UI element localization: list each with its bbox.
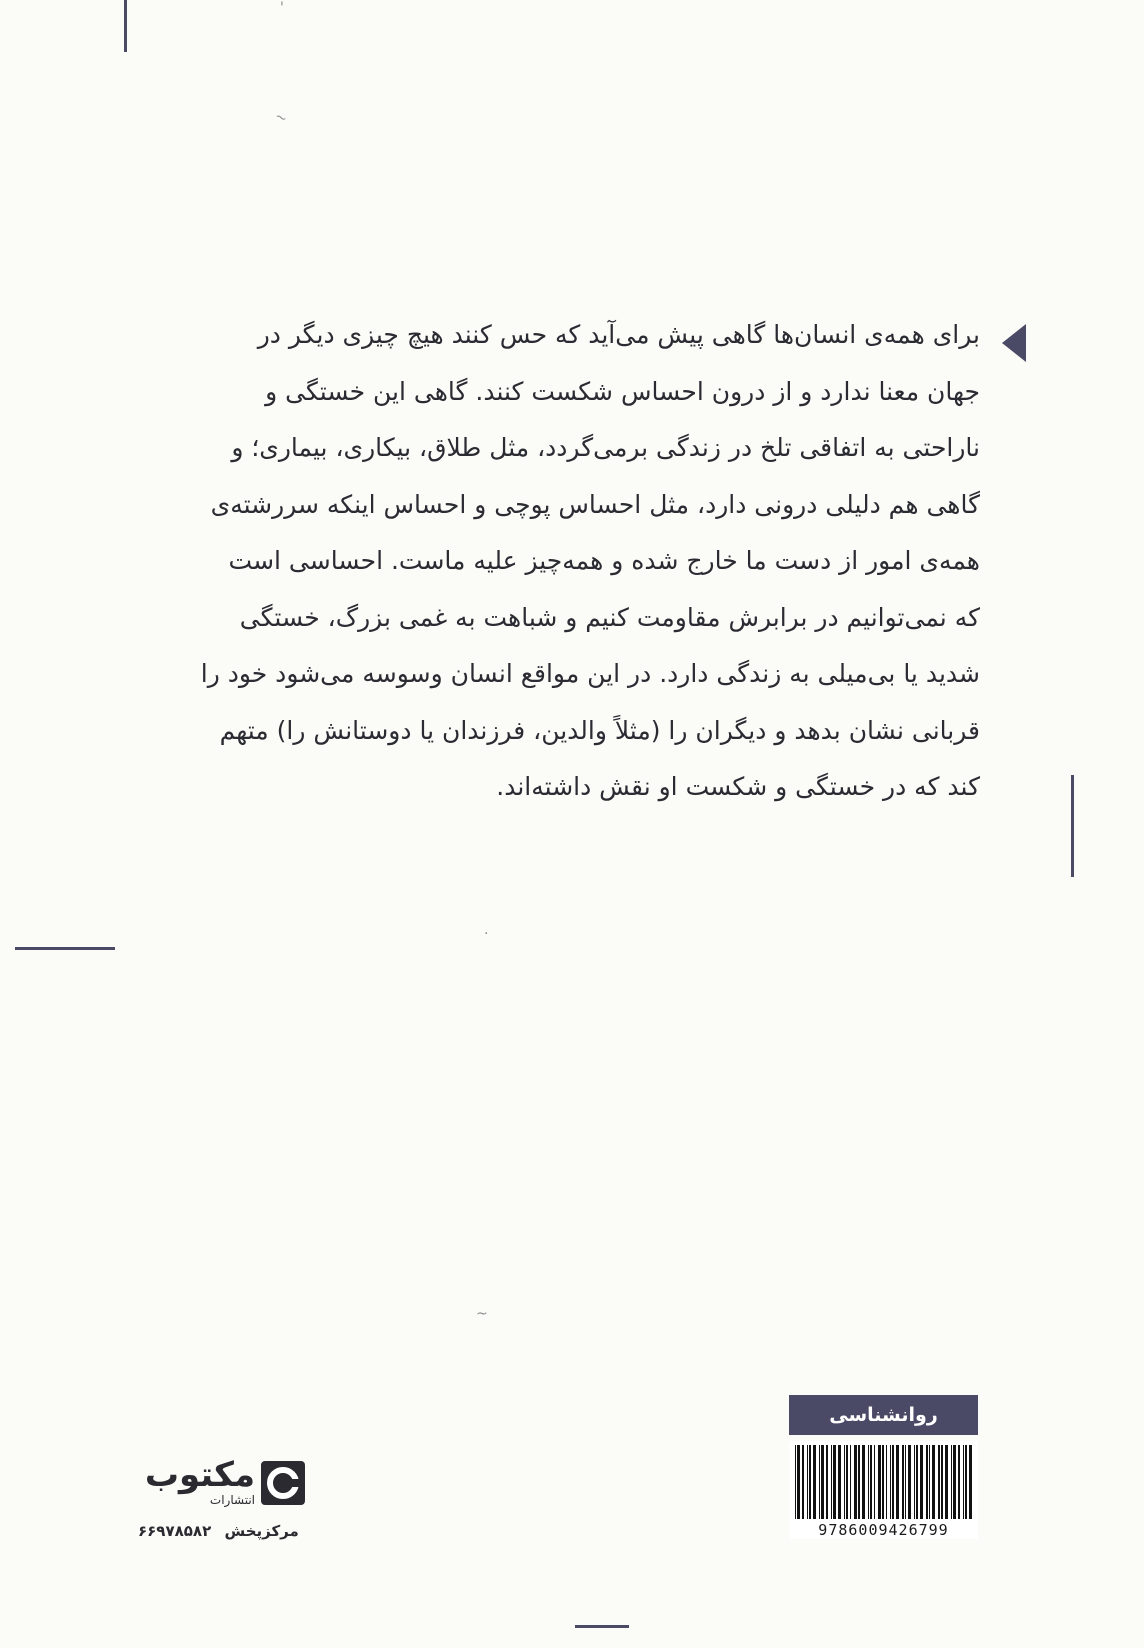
barcode-bar [795,1445,796,1519]
blurb-line: جهان معنا ندارد و از درون احساس شکست کنند. گاهی این خستگی و [265,376,980,406]
barcode-bar [819,1445,820,1519]
blurb-line: کند که در خستگی و شکست او نقش داشته‌اند. [496,772,980,801]
barcode-bar [831,1445,832,1519]
category-badge: روانشناسی [789,1395,978,1435]
left-side-rule [15,947,115,950]
publisher-subtitle: انتشارات [209,1493,255,1507]
barcode-bar [938,1445,940,1519]
right-side-rule [1071,775,1074,877]
barcode-bar [862,1445,865,1519]
barcode-bar [813,1445,816,1519]
isbn-barcode [789,1441,978,1539]
triangle-bullet-icon [1002,324,1026,362]
paper-speck: · [484,926,489,942]
barcode-bar [833,1445,836,1519]
barcode-bar [965,1445,967,1519]
top-left-crop-mark [124,0,127,52]
barcode-bars [789,1441,978,1521]
barcode-bar [953,1445,956,1519]
distribution-center [138,1522,299,1540]
barcode-bar [882,1445,884,1519]
barcode-bar [932,1445,935,1519]
barcode-bar [945,1445,948,1519]
barcode-bar [858,1445,860,1519]
barcode-bar [929,1445,930,1519]
barcode-bar [854,1445,857,1519]
distribution-label: مرکزپخش [224,1522,299,1540]
barcode-bar [908,1445,911,1519]
barcode-bar [958,1445,960,1519]
barcode-bar [890,1445,891,1519]
blurb-line: برای همه‌ی انسان‌ها گاهی پیش می‌آید که حس کنند هیچ چیزی دیگر در [257,320,980,349]
barcode-bar [920,1445,923,1519]
paper-speck: ~ [272,108,290,128]
blurb-line: ناراحتی به اتفاقی تلخ در زندگی برمی‌گردد، مثل طلاق، بیکاری، بیماری؛ و [231,433,980,462]
paper-speck: ' [280,0,284,16]
publisher-mark-icon [261,1461,305,1505]
barcode-bar [826,1445,828,1519]
barcode-bar [914,1445,915,1519]
barcode-bar [802,1445,804,1519]
barcode-bar [850,1445,851,1519]
barcode-bar [868,1445,869,1519]
barcode-bar [809,1445,811,1519]
bottom-center-rule [575,1625,629,1628]
barcode-bar [878,1445,881,1519]
barcode-bar [844,1445,845,1519]
publisher-logo [135,1455,305,1517]
publisher-name: مکتوب [144,1455,255,1495]
barcode-bar [886,1445,887,1519]
barcode-bar [969,1445,972,1519]
barcode-bar [838,1445,841,1519]
barcode-bar [896,1445,899,1519]
barcode-bar [846,1445,848,1519]
barcode-bar [951,1445,952,1519]
blurb-line: گاهی هم دلیلی درونی دارد، مثل احساس پوچی و احساس اینکه سررشته‌ی [210,489,980,519]
isbn-number: 9786009426799 [789,1521,978,1539]
blurb-line: همه‌ی امور از دست ما خارج شده و همه‌چیز علیه ماست. احساسی است [228,546,980,575]
barcode-bar [941,1445,943,1519]
barcode-bar [902,1445,904,1519]
blurb-line: که نمی‌توانیم در برابرش مقاومت کنیم و شباهت به غمی بزرگ، خستگی [239,602,980,632]
barcode-bar [870,1445,872,1519]
blurb-line: شدید یا بی‌میلی به زندگی دارد. در این مواقع انسان وسوسه می‌شود خود را [200,659,980,688]
barcode-bar [874,1445,875,1519]
back-cover-blurb [185,307,980,816]
barcode-bar [926,1445,928,1519]
barcode-bar [807,1445,808,1519]
paper-speck: ~ [476,1306,488,1322]
barcode-bar [797,1445,800,1519]
distribution-phone: ۶۶۹۷۸۵۸۲ [138,1522,212,1540]
barcode-bar [892,1445,894,1519]
barcode-bar [916,1445,918,1519]
blurb-line: قربانی نشان بدهد و دیگران را (مثلاً والدین، فرزندان یا دوستانش را) متهم [219,715,980,745]
barcode-bar [821,1445,824,1519]
barcode-bar [963,1445,964,1519]
barcode-bar [905,1445,906,1519]
